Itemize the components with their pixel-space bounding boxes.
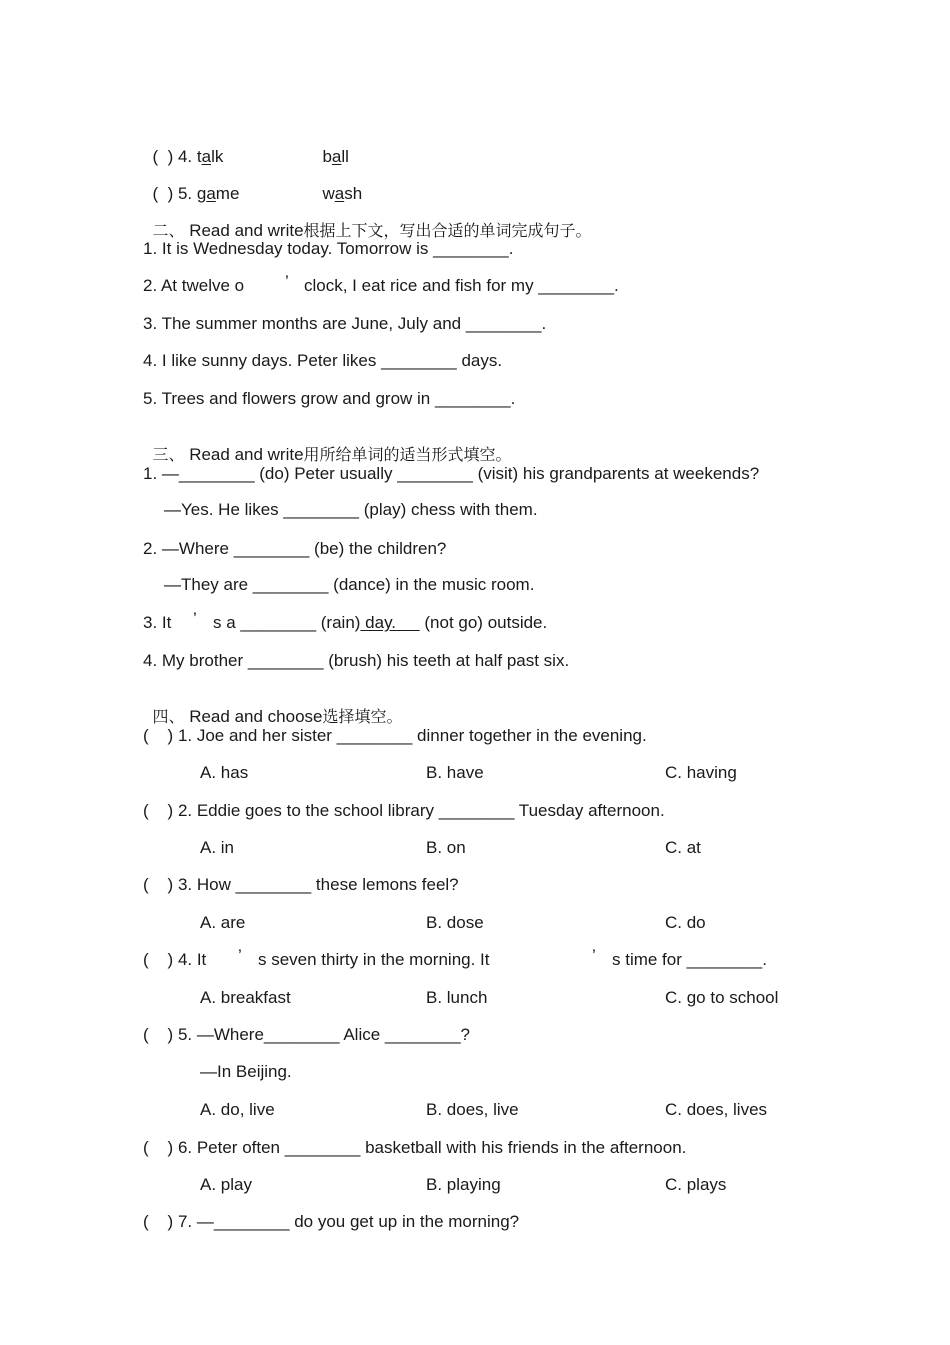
word-rest: sh	[344, 184, 363, 203]
s4-q5-stem: ( ) 5. —Where________ Alice ________?	[143, 1025, 470, 1044]
s3-q3-tail: (not go) outside.	[419, 613, 548, 632]
section3-heading	[143, 425, 512, 465]
apostrophe: ’	[592, 946, 596, 965]
phonics-item-4	[143, 127, 223, 167]
section4-heading	[143, 687, 403, 727]
s2-item-2-rest: clock, I eat rice and fish for my ________.	[304, 276, 619, 295]
s4-q1-option-b: B. have	[426, 763, 484, 782]
s4-q7-stem: ( ) 7. —________ do you get up in the morning?	[143, 1212, 520, 1231]
underlined-letter: a	[331, 147, 342, 166]
section-title-cn: 根据上下文，写出合适的单词完成句子。	[303, 221, 592, 240]
s4-q6-option-c: C. plays	[665, 1175, 727, 1194]
s4-q1-option-c: C. having	[665, 763, 737, 782]
word-rest: me	[215, 184, 240, 203]
s4-q1-stem: ( ) 1. Joe and her sister ________ dinner together in the evening.	[143, 726, 647, 745]
section-number: 三、	[152, 445, 185, 464]
section2-heading	[143, 201, 592, 241]
s3-q3-rest	[213, 613, 547, 633]
s4-q2-option-c: C. at	[665, 838, 701, 857]
s4-q4-option-a: A. breakfast	[200, 988, 291, 1007]
s4-q4-stem-a: ( ) 4. It	[143, 950, 207, 969]
s3-q3-underlined: day.	[360, 613, 420, 632]
word-rest: lk	[211, 147, 224, 166]
s4-q5-option-a: A. do, live	[200, 1100, 275, 1119]
phonics-item-5	[143, 164, 239, 204]
section-number: 四、	[152, 707, 185, 726]
apostrophe: ’	[193, 609, 197, 628]
section-title-cn: 用所给单词的适当形式填空。	[303, 445, 512, 464]
phonics-item-4-word2	[313, 127, 349, 167]
section-title-cn: 选择填空。	[322, 707, 403, 726]
apostrophe: ’	[238, 946, 242, 965]
s4-q5-answer: —In Beijing.	[200, 1062, 292, 1081]
underlined-letter: a	[201, 147, 212, 166]
s3-q2: 2. —Where ________ (be) the children?	[143, 539, 447, 558]
s4-q3-option-c: C. do	[665, 913, 706, 932]
s2-item-4: 4. I like sunny days. Peter likes ________ days.	[143, 351, 503, 370]
paren: (	[152, 184, 159, 203]
word-start: w	[322, 184, 335, 203]
s4-q2-stem: ( ) 2. Eddie goes to the school library ________ Tuesday afternoon.	[143, 801, 665, 820]
s2-item-5: 5. Trees and flowers grow and grow in ________.	[143, 389, 516, 408]
section-title-en: Read and write	[189, 221, 304, 240]
phonics-item-5-word2	[313, 164, 362, 204]
item-num: ) 5. g	[167, 184, 207, 203]
s3-q3: 3. It	[143, 613, 172, 632]
s4-q1-option-a: A. has	[200, 763, 249, 782]
apostrophe: ’	[285, 272, 289, 291]
s4-q3-option-a: A. are	[200, 913, 246, 932]
paren: (	[152, 147, 159, 166]
s2-item-3: 3. The summer months are June, July and ________.	[143, 314, 547, 333]
s4-q4-option-c: C. go to school	[665, 988, 779, 1007]
s2-item-2: 2. At twelve o	[143, 276, 245, 295]
section-title-en: Read and choose	[189, 707, 323, 726]
s4-q4-option-b: B. lunch	[426, 988, 488, 1007]
word-rest: ll	[341, 147, 349, 166]
s4-q5-option-c: C. does, lives	[665, 1100, 768, 1119]
s4-q2-option-b: B. on	[426, 838, 466, 857]
s4-q5-option-b: B. does, live	[426, 1100, 519, 1119]
s3-q4: 4. My brother ________ (brush) his teeth at half past six.	[143, 651, 570, 670]
s3-q1-answer: —Yes. He likes ________ (play) chess with them.	[164, 500, 538, 519]
s4-q3-option-b: B. dose	[426, 913, 484, 932]
underlined-letter: a	[334, 184, 345, 203]
underlined-letter: a	[206, 184, 216, 203]
s4-q4-stem-b: s seven thirty in the morning. It	[258, 950, 490, 969]
s3-q1: 1. —________ (do) Peter usually ________ (visit) his grandparents at weekends?	[143, 464, 760, 483]
section-title-en: Read and write	[189, 445, 304, 464]
s2-item-1: 1. It is Wednesday today. Tomorrow is ________.	[143, 239, 514, 258]
s4-q6-option-b: B. playing	[426, 1175, 501, 1194]
item-num: ) 4. t	[167, 147, 202, 166]
section-number: 二、	[152, 221, 185, 240]
s4-q6-stem: ( ) 6. Peter often ________ basketball with his friends in the afternoon.	[143, 1138, 687, 1157]
s4-q6-option-a: A. play	[200, 1175, 252, 1194]
s4-q3-stem: ( ) 3. How ________ these lemons feel?	[143, 875, 459, 894]
s3-q2-answer: —They are ________ (dance) in the music room.	[164, 575, 535, 594]
s4-q2-option-a: A. in	[200, 838, 235, 857]
s4-q4-stem-c: s time for ________.	[612, 950, 767, 969]
s3-q3-part: s a ________ (rain)	[213, 613, 361, 632]
word-start: b	[322, 147, 332, 166]
